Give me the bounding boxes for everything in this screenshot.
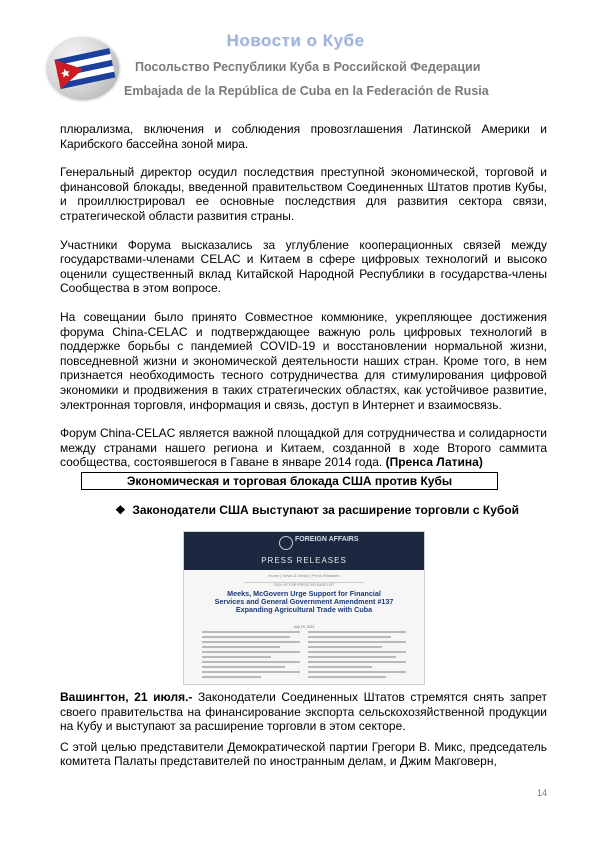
paragraph: Генеральный директор осудил последствия преступной экономической, торговой и финансовой блокады, введенной правительством Соединенных Штатов против Кубы, и проиллюстрировал ее основные последствия для развития сектора связи, стратегической области развития страны. — [60, 165, 547, 223]
paragraph — [60, 426, 547, 470]
bullet-headline-text: Законодатели США выступают за расширение торговли с Кубой — [132, 503, 519, 517]
press-bar-text: PRESS RELEASES — [261, 556, 347, 565]
image-text-column — [202, 631, 300, 681]
diamond-bullet-icon: ❖ — [115, 503, 126, 517]
source-credit: (Пренса Латина) — [385, 455, 483, 470]
seal-icon — [279, 536, 293, 550]
image-signup: SIGN UP FOR PRESS RELEASE LIST — [244, 582, 364, 587]
article-continued — [60, 690, 547, 783]
press-release-image — [183, 531, 425, 685]
paragraph: С этой целью представители Демократической партии Грегори В. Микс, председатель комитета Палаты представителей по иностранным делам, и Джим Макговерн, — [60, 739, 547, 769]
paragraph — [60, 690, 547, 734]
brand-text: FOREIGN AFFAIRS — [295, 536, 359, 543]
image-breadcrumb: Home | News & Media | Press Releases — [268, 573, 340, 578]
dateline: Вашингтон, 21 июля.- — [60, 690, 193, 704]
image-headline: Meeks, McGovern Urge Support for Financial Services and General Government Amendment #137 Expanding Agricultural Trade with Cuba — [214, 589, 394, 614]
embassy-name-spanish: Embajada de la República de Cuba en la Federación de Rusia — [124, 84, 489, 98]
paragraph: На совещании было принято Совместное коммюнике, укрепляющее достижения форума China-CELAC и подтверждающее важную роль цифровых технологий в поддержке борьбы с пандемией COVID-19 и восстановлении нормальной жизни, повседневной жизни и экономической деятельности наших стран. Кроме того, в нем признается необходимость тесного сотрудничества для стимулирования цифровой экономики и продвижения в таких стратегических областях, как устойчивое развитие, электронная торговля, информация и связь, доступ в Интернет и взаимосвязь. — [60, 309, 547, 412]
paragraph: Участники Форума высказались за углубление кооперационных связей между государствами-членами CELAC и Китаем в сфере цифровых технологий и высоко оценили существенный вклад Китайской Народной Республики в государства-члены Сообщества в этом вопросе. — [60, 237, 547, 296]
paragraph-text: Форум China-CELAC является важной площадкой для сотрудничества и солидарности между странами нашего региона и Китаем, созданной в ходе Второго саммита сообщества, состоявшегося в Гаване в январе 2014 года. — [60, 426, 547, 470]
page-number: 14 — [537, 788, 548, 798]
newsletter-title: Новости о Кубе — [226, 31, 365, 50]
embassy-name-russian: Посольство Республики Куба в Российской Федерации — [135, 60, 481, 74]
bullet-headline — [115, 503, 519, 517]
image-date: July 19, 2021 — [293, 625, 315, 629]
image-text-column — [308, 631, 406, 681]
article-body — [60, 122, 547, 484]
paragraph: плюрализма, включения и соблюдения провозглашения Латинской Америки и Карибского бассейна зоной мира. — [60, 122, 547, 151]
section-heading-box: Экономическая и торговая блокада США против Кубы — [81, 472, 498, 490]
paragraph-text: Законодатели Соединенных Штатов стремятся снять запрет своего правительства на финансирование экспорта сельскохозяйственной продукции на Кубу и выступают за расширение торговли в этом секторе. — [60, 690, 547, 734]
press-banner — [184, 532, 424, 570]
page-header — [0, 0, 591, 110]
